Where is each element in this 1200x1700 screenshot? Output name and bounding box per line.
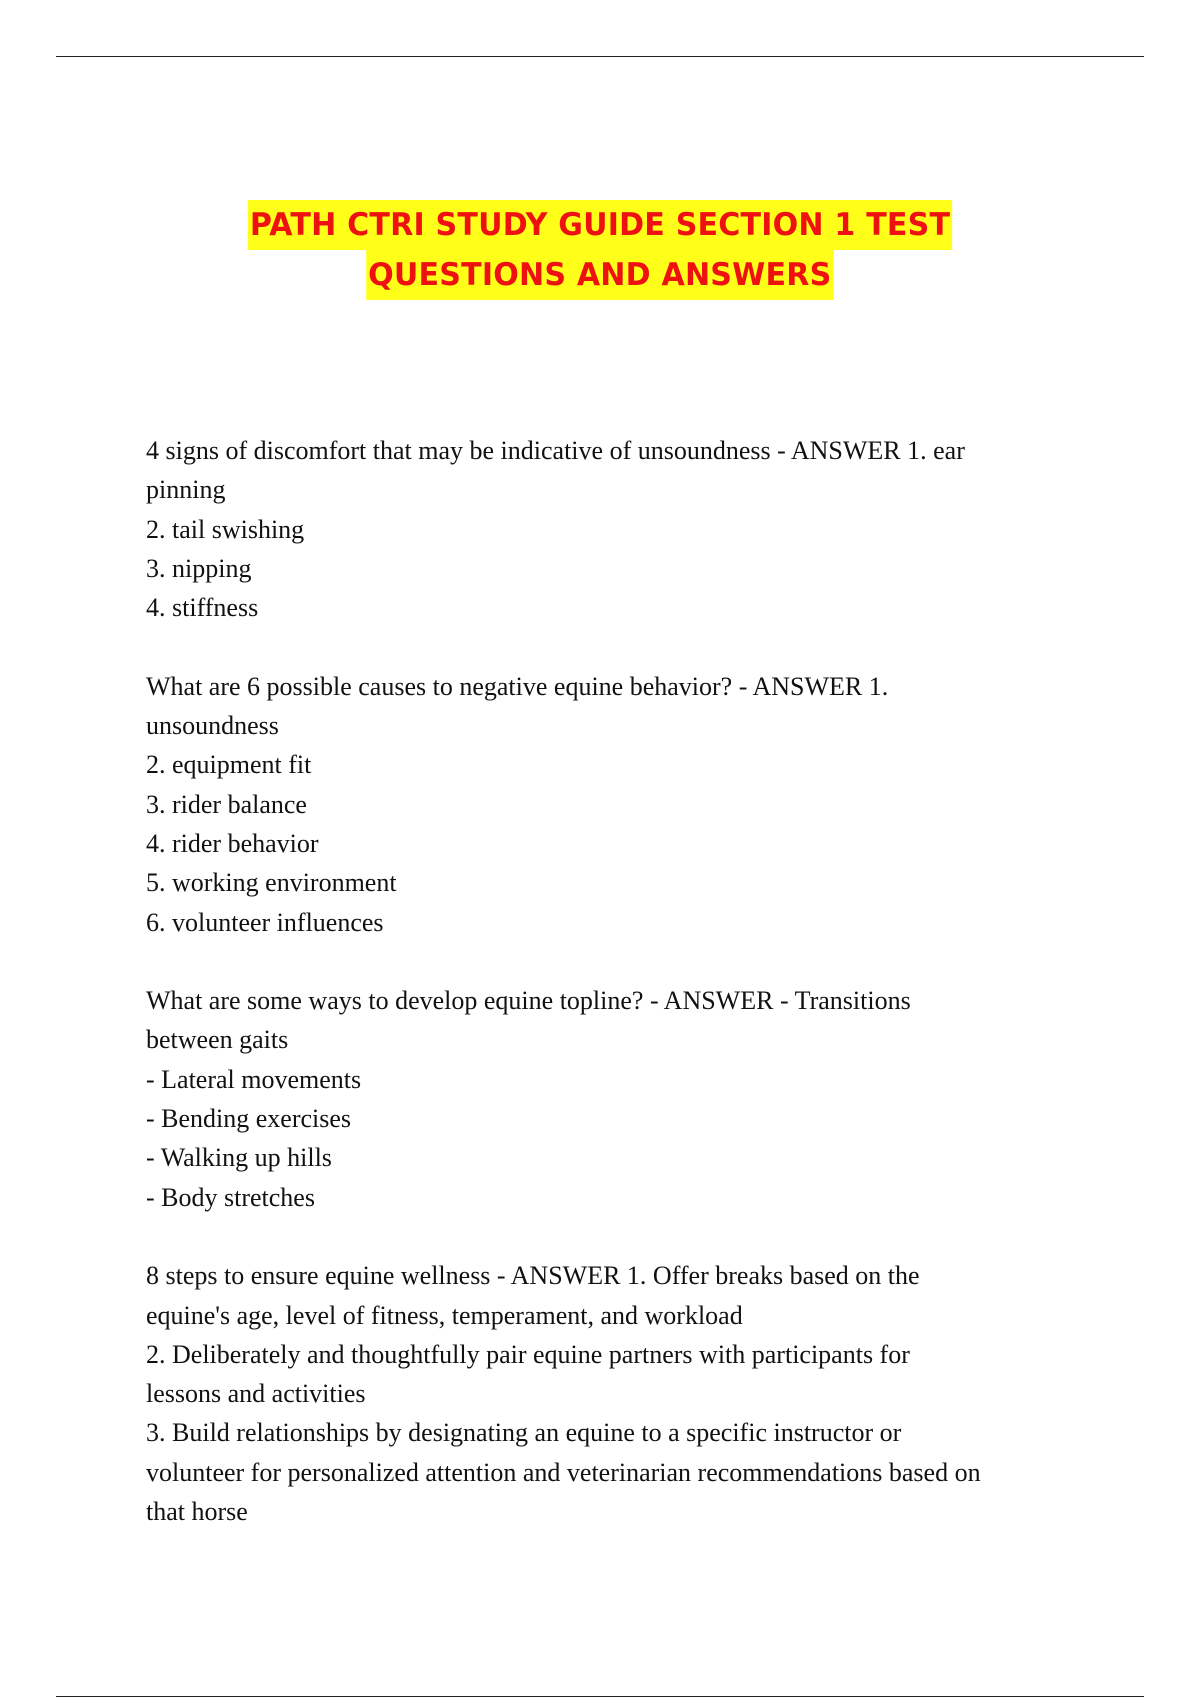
title-line-1: PATH CTRI STUDY GUIDE SECTION 1 TEST — [248, 200, 952, 250]
qa-line: What are 6 possible causes to negative equine behavior? - ANSWER 1. — [146, 671, 889, 701]
bottom-rule — [56, 1696, 1144, 1697]
qa-item-4 — [146, 1256, 1066, 1531]
qa-item-1 — [146, 431, 1066, 627]
qa-line: 4 signs of discomfort that may be indicative of unsoundness - ANSWER 1. ear — [146, 436, 965, 465]
qa-line: equine's age, level of fitness, temperament, and workload — [146, 1300, 743, 1330]
qa-line: 2. Deliberately and thoughtfully pair equine partners with participants for — [146, 1339, 910, 1369]
qa-line: that horse — [146, 1497, 248, 1527]
qa-line: 5. working environment — [146, 868, 397, 898]
title-line-2: QUESTIONS AND ANSWERS — [366, 250, 833, 300]
qa-line: lessons and activities — [146, 1379, 366, 1409]
qa-line: volunteer for personalized attention and veterinarian recommendations based on — [146, 1457, 981, 1487]
qa-line: between gaits — [146, 1025, 289, 1055]
qa-line: unsoundness — [146, 711, 279, 741]
qa-line: 2. equipment fit — [146, 750, 312, 780]
qa-line: What are some ways to develop equine topline? - ANSWER - Transitions — [146, 986, 911, 1016]
qa-line: 4. stiffness — [146, 593, 259, 623]
qa-line: 2. tail swishing — [146, 514, 305, 544]
qa-line: 4. rider behavior — [146, 828, 319, 858]
qa-line: 3. nipping — [146, 553, 252, 583]
qa-item-2 — [146, 667, 1066, 942]
top-rule — [56, 56, 1144, 57]
qa-line: - Bending exercises — [146, 1104, 352, 1134]
qa-content — [146, 431, 1066, 1531]
document-title — [0, 200, 1200, 300]
qa-line: 6. volunteer influences — [146, 907, 384, 937]
qa-item-3 — [146, 981, 1066, 1217]
qa-line: 3. Build relationships by designating an equine to a specific instructor or — [146, 1418, 902, 1448]
qa-line: - Body stretches — [146, 1182, 315, 1212]
qa-line: 3. rider balance — [146, 789, 307, 819]
qa-line: 8 steps to ensure equine wellness - ANSWER 1. Offer breaks based on the — [146, 1261, 920, 1291]
qa-line: - Lateral movements — [146, 1064, 362, 1094]
qa-line: - Walking up hills — [146, 1143, 332, 1173]
qa-line: pinning — [146, 475, 226, 505]
